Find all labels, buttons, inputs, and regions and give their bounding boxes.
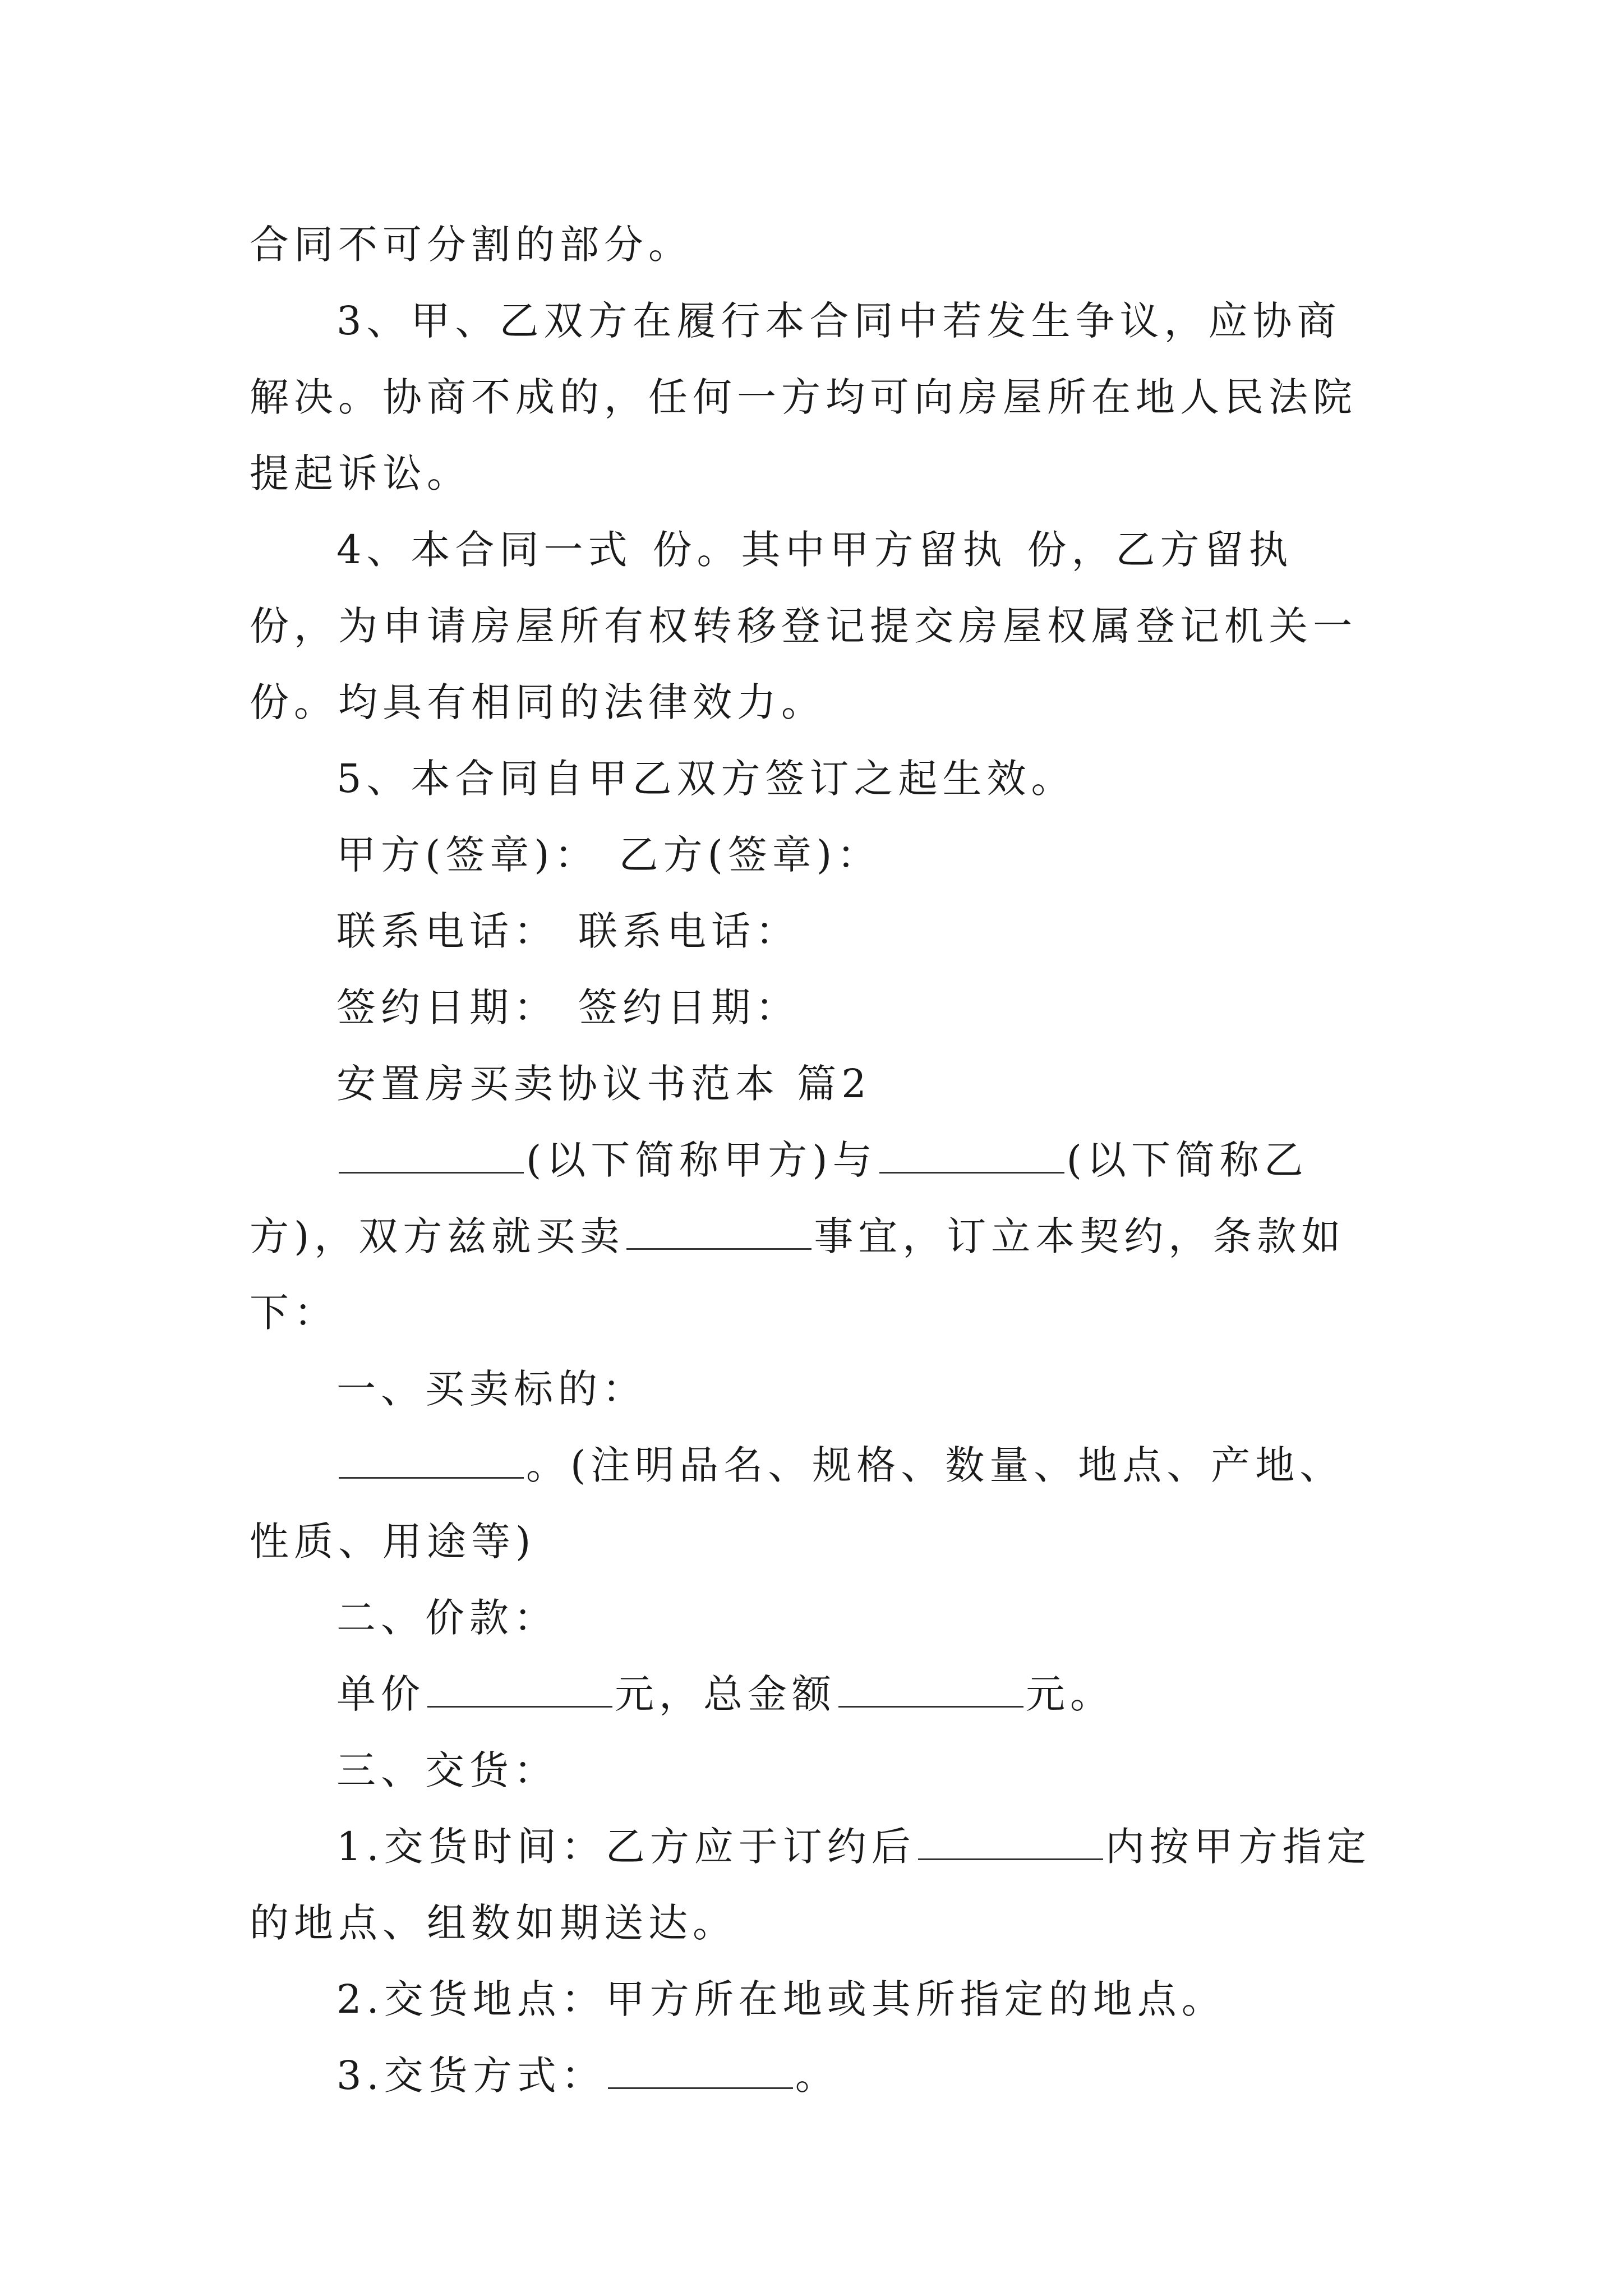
heading-text: 安置房买卖协议书范本 篇2 [336, 1061, 872, 1107]
paragraph-text: 元，总金额 [615, 1671, 836, 1717]
party-b-date-label: 签约日期： [578, 984, 800, 1030]
date-line [250, 969, 1382, 1046]
section-title-text: 二、价款： [336, 1595, 558, 1641]
document-body [250, 206, 1382, 2114]
paragraph-text: 单价 [336, 1671, 425, 1717]
delivery-method-blank [608, 2054, 793, 2089]
paragraph-text: 3、甲、乙双方在履行本合同中若发生争议，应协商解决。协商不成的，任何一方均可向房屋所在地人民法院提起诉讼。 [250, 298, 1357, 496]
section-1-body [250, 1427, 1382, 1580]
signature-line [250, 817, 1382, 893]
paragraph-text: 。 [795, 2053, 840, 2099]
paragraph-text: 1.交货时间：乙方应于订约后 [336, 1824, 916, 1870]
section-title-text: 一、买卖标的： [336, 1366, 647, 1412]
section-heading [250, 1046, 1382, 1122]
subject-blank [626, 1214, 811, 1250]
intro-paragraph [250, 1122, 1382, 1351]
paragraph-continuation [250, 206, 1382, 283]
party-b-phone-label: 联系电话： [578, 908, 800, 954]
paragraph-text: 5、本合同自甲乙双方签订之起生效。 [336, 756, 1076, 802]
section-3-title [250, 1732, 1382, 1809]
section-2-title [250, 1580, 1382, 1656]
paragraph-text: 份，为申请房屋所有权转移登记提交房屋权属登记机关一份。均具有相同的法律效力。 [250, 603, 1357, 725]
paragraph-text: 4、本合同一式 [336, 527, 633, 573]
party-b-blank [879, 1138, 1064, 1174]
item-blank [339, 1443, 524, 1479]
delivery-method-line [250, 2037, 1382, 2114]
paragraph-clause-4 [250, 512, 1382, 740]
paragraph-text: (以下简称甲方)与 [526, 1137, 877, 1183]
delivery-time-paragraph [250, 1809, 1382, 1961]
paragraph-text: 份，乙方留执 [1027, 527, 1293, 573]
delivery-place-line [250, 1961, 1382, 2037]
section-1-title [250, 1351, 1382, 1427]
phone-line [250, 893, 1382, 969]
delivery-period-blank [918, 1825, 1103, 1860]
party-a-blank [339, 1138, 524, 1174]
party-b-signature-label: 乙方(签章)： [619, 832, 882, 878]
party-a-phone-label: 联系电话： [336, 908, 558, 954]
paragraph-clause-3 [250, 283, 1382, 512]
paragraph-text: 合同不可分割的部分。 [250, 222, 693, 268]
paragraph-text: 份。其中甲方留执 [652, 527, 1007, 573]
section-title-text: 三、交货： [336, 1747, 558, 1793]
unit-price-blank [427, 1672, 612, 1708]
paragraph-text: 。(注明品名、规格、数量、地点、产地、性质、用途等) [250, 1442, 1344, 1565]
total-amount-blank [838, 1672, 1023, 1708]
paragraph-text: 内按甲方指定的地点、组数如期送达。 [250, 1824, 1371, 1946]
paragraph-text: 元。 [1026, 1671, 1114, 1717]
paragraph-text: (以下简称乙方)，双方兹就买卖 [250, 1137, 1308, 1259]
paragraph-text: 3.交货方式： [336, 2053, 606, 2099]
party-a-date-label: 签约日期： [336, 984, 558, 1030]
paragraph-text: 2.交货地点：甲方所在地或其所指定的地点。 [336, 1976, 1226, 2022]
paragraph-text: 事宜，订立本契约，条款如下： [250, 1213, 1346, 1336]
price-line [250, 1656, 1382, 1732]
party-a-signature-label: 甲方(签章)： [336, 832, 599, 878]
paragraph-clause-5 [250, 740, 1382, 817]
